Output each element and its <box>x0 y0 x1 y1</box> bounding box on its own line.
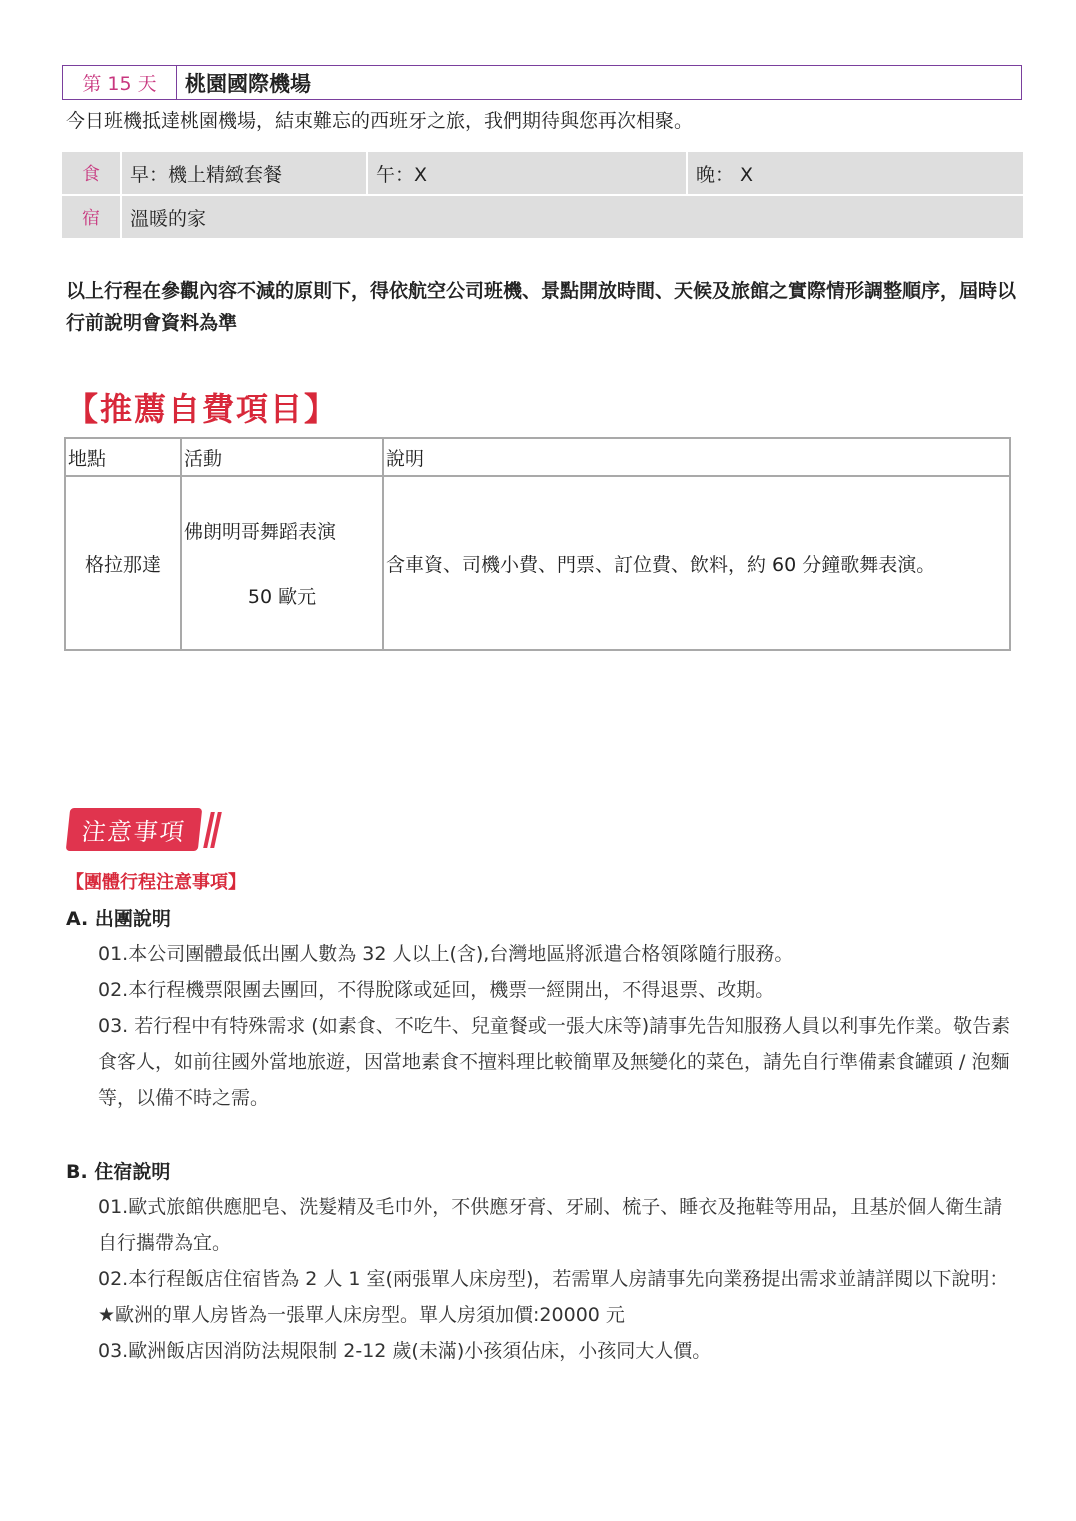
double-bar-icon <box>204 812 218 848</box>
breakfast: 早：機上精緻套餐 <box>122 152 368 194</box>
row-description: 含車資、司機小費、門票、訂位費、飲料，約 60 分鐘歌舞表演。 <box>383 476 1010 650</box>
list-item: 03. 若行程中有特殊需求 (如素食、不吃牛、兒童餐或一張大床等)請事先告知服務人員以利事先作業。敬告素食客人，如前往國外當地旅遊，因當地素食不擅料理比較簡單及無變化的菜色，請先自行準備素食罐頭 / 泡麵等，以備不時之需。 <box>98 1015 1011 1109</box>
list-item: 03.歐洲飯店因消防法規限制 2-12 歲(未滿)小孩須佔床，小孩同大人價。 <box>98 1340 712 1362</box>
row-location: 格拉那達 <box>65 476 181 650</box>
notice-subtitle: 【團體行程注意事項】 <box>66 872 246 893</box>
section-b-title: B. 住宿說明 <box>66 1161 171 1183</box>
table-row <box>65 476 1010 650</box>
food-label: 食 <box>62 152 122 194</box>
header-activity: 活動 <box>181 438 383 476</box>
section-a-title: A. 出團說明 <box>66 908 171 930</box>
list-item: 02.本行程機票限團去團回，不得脫隊或延回，機票一經開出，不得退票、改期。 <box>98 979 775 1001</box>
row-activity: 佛朗明哥舞蹈表演 <box>184 521 337 543</box>
stay-row <box>62 196 1023 238</box>
itinerary-note: 以上行程在參觀內容不減的原則下，得依航空公司班機、景點開放時間、天候及旅館之實際情形調整順序，屆時以行前說明會資料為準 <box>66 280 1017 334</box>
list-item: 02.本行程飯店住宿皆為 2 人 1 室(兩張單人床房型)，若需單人房請事先向業務提出需求並請詳閱以下說明： <box>98 1268 1009 1290</box>
notice-badge <box>68 808 218 851</box>
row-price: 50 歐元 <box>247 586 317 608</box>
row-activity-cell <box>181 476 383 650</box>
day-title: 桃園國際機場 <box>185 71 311 96</box>
header-description: 說明 <box>383 438 1010 476</box>
table-header-row <box>65 438 1010 476</box>
list-item: 01.歐式旅館供應肥皂、洗髮精及毛巾外，不供應牙膏、牙刷、梳子、睡衣及拖鞋等用品，且基於個人衛生請自行攜帶為宜。 <box>98 1196 1003 1254</box>
day-description: 今日班機抵達桃園機場，結束難忘的西班牙之旅，我們期待與您再次相聚。 <box>66 110 694 132</box>
optional-title: 【推薦自費項目】 <box>66 390 339 428</box>
meal-row <box>62 152 1023 194</box>
header-location: 地點 <box>65 438 181 476</box>
stay-label: 宿 <box>62 196 122 238</box>
list-item: ★歐洲的單人房皆為一張單人床房型。單人房須加價:20000 元 <box>98 1304 625 1326</box>
notice-badge-label: 注意事項 <box>66 808 203 851</box>
stay: 溫暖的家 <box>130 207 207 230</box>
lunch: 午：X <box>368 152 688 194</box>
section-a-items <box>98 936 1013 1116</box>
optional-table <box>64 437 1011 651</box>
section-b-items <box>98 1189 1013 1369</box>
dinner: 晚： X <box>696 163 754 186</box>
meal-table <box>62 152 1023 240</box>
day-header <box>62 65 1022 100</box>
list-item: 01.本公司團體最低出團人數為 32 人以上(含),台灣地區將派遣合格領隊隨行服務。 <box>98 943 794 965</box>
day-number: 第 15 天 <box>63 66 177 99</box>
